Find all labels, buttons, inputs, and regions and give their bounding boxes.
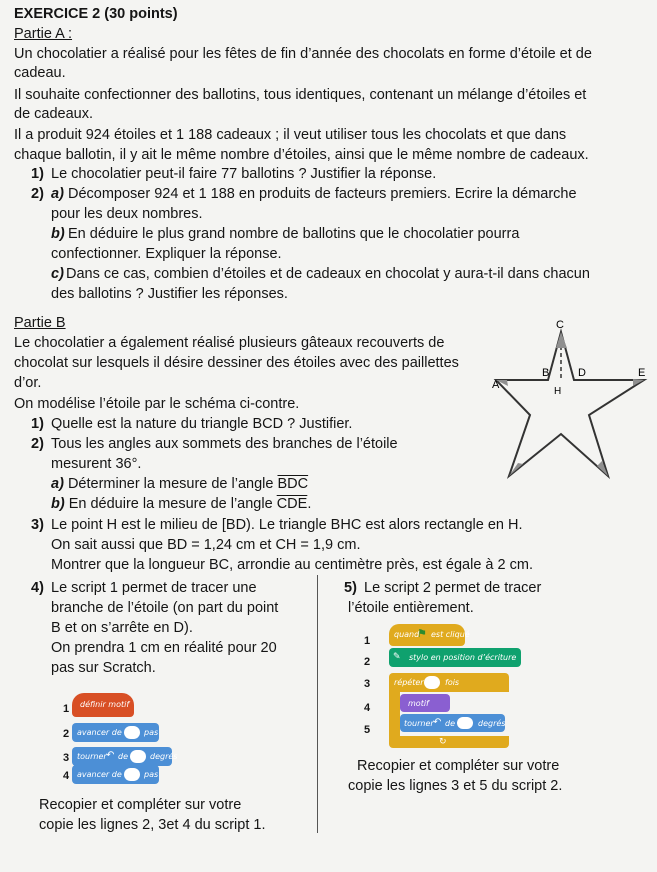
subquestion-label: a) [51,186,64,202]
question-number: 4) [31,580,44,596]
point-label-b: B [542,367,550,379]
script-line-number: 3 [63,752,70,764]
part-b-line: chocolat sur lesquels il désire dessiner des étoiles avec des paillettes [14,355,459,371]
value-slot[interactable] [124,726,140,739]
value-slot[interactable] [457,717,473,729]
instruction-text: copie les lignes 3 et 5 du script 2. [348,778,563,794]
subquestion-label: c) [51,266,64,282]
block-label: répéter [394,678,424,687]
define-block [72,693,134,717]
question-number: 1) [31,166,44,182]
point-label-a: A [492,379,500,391]
part-a-line: cadeau. [14,65,66,81]
green-flag-icon: ⚑ [417,627,427,640]
part-b-line: On modélise l’étoile par le schéma ci-contre. [14,396,300,412]
pencil-icon: ✎ [393,652,401,662]
star-outline [496,332,644,476]
part-a-line: de cadeaux. [14,106,94,122]
angle-name: $\overline{BDC}$ [277,476,309,492]
block-label: quand [394,630,420,639]
point-label-d: D [578,367,586,379]
question-text: mesurent 36°. [51,456,142,472]
question-text: On sait aussi que BD = 1,24 cm et CH = 1,9 cm. [51,537,361,553]
loop-arrow-icon: ↻ [439,737,447,747]
pen-down-block [389,648,521,667]
block-label: degrés [150,752,178,761]
question-text: confectionner. Expliquer la réponse. [51,246,282,262]
script-line-number: 1 [63,703,70,715]
question-number: 2) [31,186,44,202]
question-text: Quelle est la nature du triangle BCD ? Justifier. [51,416,353,432]
turn-block [400,714,505,732]
question-number: 3) [31,517,44,533]
column-divider [317,575,318,833]
scratch-script-1 [55,690,295,790]
rotate-left-icon: ↶ [106,750,115,761]
rotate-left-icon: ↶ [433,717,442,728]
question-text: Le point H est le milieu de [BD). Le triangle BHC est alors rectangle en H. [51,517,523,533]
point-label-c: C [556,319,564,331]
motif-block [400,694,450,712]
angle-mark [633,379,644,386]
instruction-text: copie les lignes 2, 3et 4 du script 1. [39,817,266,833]
block-label: pas [144,728,159,737]
value-slot[interactable] [424,676,440,689]
block-label: pas [144,770,159,779]
part-a-line: Un chocolatier a réalisé pour les fêtes de fin d’année des chocolats en forme d’étoile et de [14,46,592,62]
question-text: En déduire la mesure de l’angle [68,496,273,512]
question-text: Décomposer 924 et 1 188 en produits de facteurs premiers. Ecrire la démarche [68,186,577,202]
question-number: 1) [31,416,44,432]
star-figure [490,316,650,488]
scratch-script-2 [360,620,560,760]
subquestion-label: a) [51,476,64,492]
angle-name: $\overline{CDE}$ [276,496,308,512]
when-flag-clicked-block [389,624,470,646]
block-label: est cliqué [431,630,470,639]
value-slot[interactable] [130,750,146,763]
question-text: Le script 2 permet de tracer [364,580,542,596]
part-a-line: Il souhaite confectionner des ballotins, tous identiques, contenant un mélange d’étoiles et [14,87,587,103]
script-line-number: 1 [364,635,371,647]
value-slot[interactable] [124,768,140,781]
angle-mark [556,332,567,348]
question-number: 2) [31,436,44,452]
question-text: l’étoile entièrement. [348,600,474,616]
block-label: de [118,752,128,761]
punctuation: . [307,496,312,512]
question-text: En déduire le plus grand nombre de ballotins que le chocolatier pourra [68,226,520,242]
question-text: On prendra 1 cm en réalité pour 20 [51,640,277,656]
question-text: des ballotins ? Justifier les réponses. [51,286,288,302]
question-text: B et on s’arrête en D). [51,620,193,636]
block-label: degrés [478,719,506,728]
subquestion [51,475,308,494]
question-text: Le chocolatier peut-il faire 77 ballotins ? Justifier la réponse. [51,166,437,182]
part-b-line: d’or. [14,375,42,391]
part-a-line: chaque ballotin, il y ait le même nombre d’étoiles, ainsi que le même nombre de cadeaux. [14,147,589,163]
move-block [72,723,159,742]
subquestion-label: b) [51,496,65,512]
question-text: Tous les angles aux sommets des branches de l’étoile [51,436,398,452]
question-text: Montrer que la longueur BC, arrondie au centimètre près, est égale à 2 cm. [51,557,533,573]
question-text: branche de l’étoile (on part du point [51,600,279,616]
script-line-number: 4 [364,702,371,714]
instruction-text: Recopier et compléter sur votre [357,758,560,774]
script-line-number: 2 [63,728,70,740]
subquestion-label: b) [51,226,65,242]
question-text: Dans ce cas, combien d’étoiles et de cadeaux en chocolat y aura-t-il dans chacun [66,266,590,282]
question-text: Le script 1 permet de tracer une [51,580,257,596]
block-label: motif [408,699,429,708]
turn-block [72,747,178,766]
point-label-h: H [554,386,562,397]
block-label: avancer de [77,728,122,737]
part-b-heading: Partie B [14,315,66,331]
subquestion [51,495,311,514]
question-number: 5) [344,580,357,596]
block-label: définir motif [80,700,130,709]
part-a-heading: Partie A : [14,26,73,42]
block-label: de [445,719,455,728]
block-label: stylo en position d’écriture [409,653,517,662]
part-a-line: Il a produit 924 étoiles et 1 188 cadeaux ; il veut utiliser tous les chocolats et que dans [14,127,567,143]
question-text: pour les deux nombres. [51,206,203,222]
block-label: avancer de [77,770,122,779]
script-line-number: 3 [364,678,371,690]
script-line-number: 4 [63,770,70,782]
point-label-e: E [638,367,646,379]
block-label: tourner [77,752,107,761]
question-text: Déterminer la mesure de l’angle [67,476,274,492]
exercise-title: EXERCICE 2 (30 points) [14,6,178,22]
script-line-number: 5 [364,724,371,736]
script-line-number: 2 [364,656,371,668]
block-label: tourner [404,719,434,728]
part-b-line: Le chocolatier a également réalisé plusieurs gâteaux recouverts de [14,335,445,351]
question-text: pas sur Scratch. [51,660,156,676]
block-label: fois [445,678,460,687]
move-block [72,765,159,784]
instruction-text: Recopier et compléter sur votre [39,797,242,813]
